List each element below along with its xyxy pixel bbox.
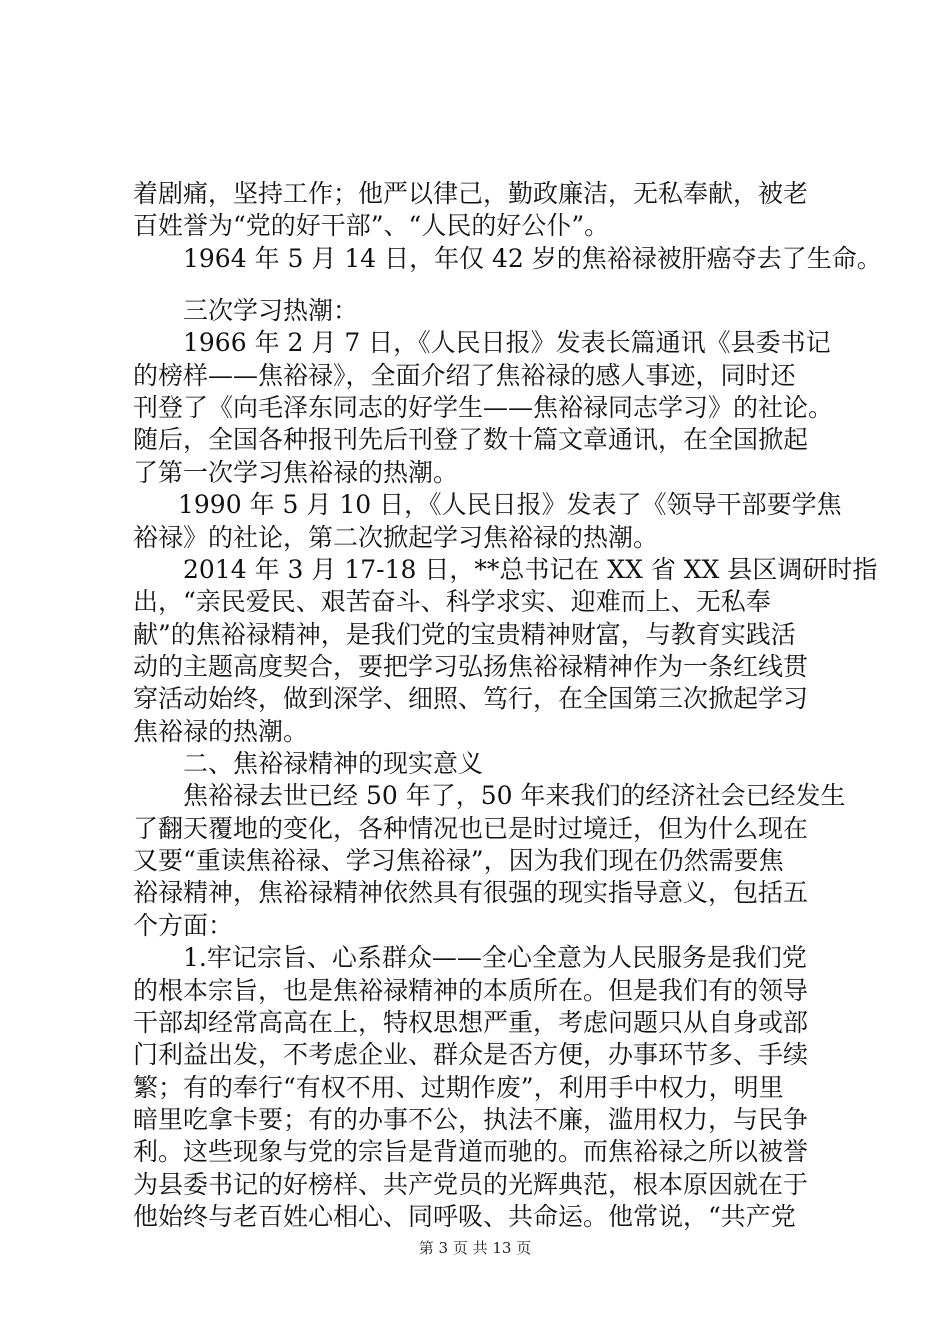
- text-line: 个方面：: [133, 911, 234, 940]
- text-line: 了翻天覆地的变化，各种情况也已是时过境迁，但为什么现在: [133, 814, 809, 843]
- text-line: 随后，全国各种报刊先后刊登了数十篇文章通讯，在全国掀起: [133, 425, 809, 454]
- text-line: 繁；有的奉行“有权不用、过期作废”，利用手中权力，明里: [133, 1073, 784, 1102]
- text-line: 1.牢记宗旨、心系群众——全心全意为人民服务是我们党: [183, 943, 807, 972]
- text-line: 干部却经常高高在上，特权思想严重，考虑问题只从自身或部: [133, 1008, 809, 1037]
- text-line: 1966 年 2 月 7 日，《人民日报》发表长篇通讯《县委书记: [183, 328, 831, 357]
- text-line: 为县委书记的好榜样、共产党员的光辉典范，根本原因就在于: [133, 1170, 809, 1199]
- text-line: 裕禄》的社论，第二次掀起学习焦裕禄的热潮。: [133, 523, 659, 552]
- text-line: 暗里吃拿卡要；有的办事不公，执法不廉，滥用权力，与民争: [133, 1105, 809, 1134]
- text-line: 的根本宗旨，也是焦裕禄精神的本质所在。但是我们有的领导: [133, 976, 809, 1005]
- text-line: 穿活动始终，做到深学、细照、笃行，在全国第三次掀起学习: [133, 684, 809, 713]
- text-line: 动的主题高度契合，要把学习弘扬焦裕禄精神作为一条红线贯: [133, 652, 809, 681]
- text-line: 献”的焦裕禄精神，是我们党的宝贵精神财富，与教育实践活: [133, 620, 796, 649]
- text-line: 他始终与老百姓心相心、同呼吸、共命运。他常说，“共产党: [133, 1202, 796, 1231]
- text-line: 裕禄精神，焦裕禄精神依然具有很强的现实指导意义，包括五: [133, 878, 809, 907]
- text-line: 刊登了《向毛泽东同志的好学生——焦裕禄同志学习》的社论。: [133, 393, 834, 422]
- text-line: 焦裕禄去世已经 50 年了，50 年来我们的经济社会已经发生: [183, 781, 846, 810]
- text-line: 百姓誉为“党的好干部”、“人民的好公仆”。: [133, 211, 610, 240]
- text-line: 的榜样——焦裕禄》，全面介绍了焦裕禄的感人事迹，同时还: [133, 361, 796, 390]
- section-heading: 三次学习热潮：: [183, 296, 359, 325]
- text-line: 1964 年 5 月 14 日，年仅 42 岁的焦裕禄被肝癌夺去了生命。: [183, 244, 882, 273]
- text-line: 焦裕禄的热潮。: [133, 717, 309, 746]
- section-heading: 二、焦裕禄精神的现实意义: [183, 749, 484, 778]
- text-line: 又要“重读焦裕禄、学习焦裕禄”，因为我们现在仍然需要焦: [133, 846, 784, 875]
- text-line: 1990 年 5 月 10 日，《人民日报》发表了《领导干部要学焦: [178, 490, 842, 519]
- text-line: 利。这些现象与党的宗旨是背道而驰的。而焦裕禄之所以被誉: [133, 1137, 809, 1166]
- text-line: 了第一次学习焦裕禄的热潮。: [133, 458, 459, 487]
- page-footer: 第 3 页 共 13 页: [418, 1239, 532, 1257]
- text-line: 门利益出发，不考虑企业、群众是否方便，办事环节多、手续: [133, 1040, 809, 1069]
- text-line: 着剧痛，坚持工作；他严以律己，勤政廉洁，无私奉献，被老: [133, 179, 809, 208]
- text-line: 2014 年 3 月 17-18 日，**总书记在 XX 省 XX 县区调研时指: [183, 555, 878, 584]
- text-line: 出，“亲民爱民、艰苦奋斗、科学求实、迎难而上、无私奉: [133, 587, 771, 616]
